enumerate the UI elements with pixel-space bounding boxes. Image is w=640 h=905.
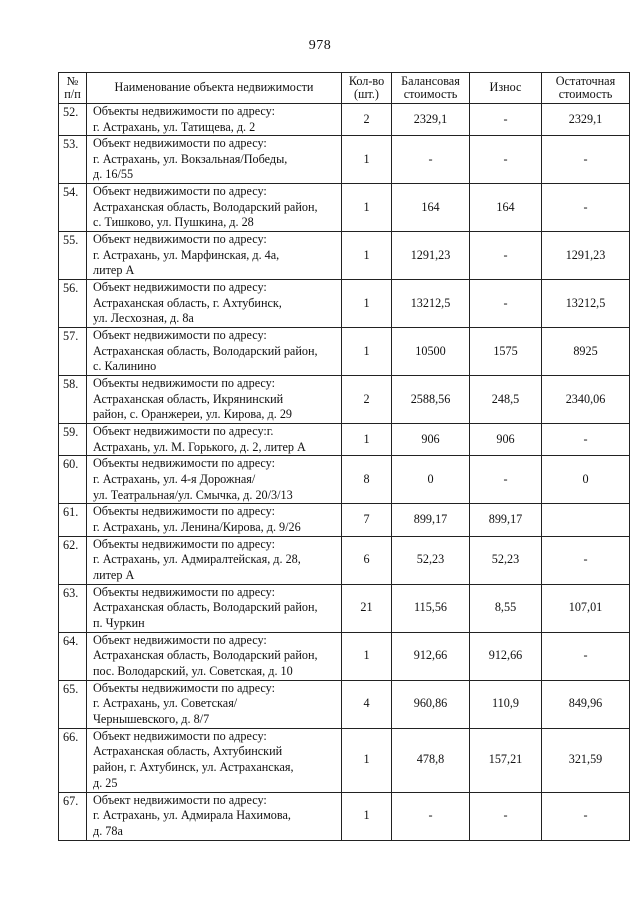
row-name-cell (87, 232, 342, 280)
row-name-line: ул. Лесхозная, д. 8а (93, 311, 194, 326)
row-name-line: Астраханская область, Володарский район, (93, 600, 318, 615)
row-name-cell (87, 376, 342, 424)
row-name-cell (87, 728, 342, 792)
row-number-cell: 55. (59, 232, 87, 280)
table-row (59, 376, 630, 424)
row-name-line: г. Астрахань, ул. Ленина/Кирова, д. 9/26 (93, 519, 301, 534)
row-wear-cell: 912,66 (470, 632, 542, 680)
row-residual-cell: 0 (542, 456, 630, 504)
row-name-cell (87, 456, 342, 504)
header-name (87, 73, 342, 104)
row-name-line: г. Астрахань, ул. Адмиралтейская, д. 28, (93, 552, 301, 567)
row-name-line: Объекты недвижимости по адресу: (93, 504, 275, 519)
row-wear-cell: 164 (470, 184, 542, 232)
row-wear-cell: 157,21 (470, 728, 542, 792)
row-balance-cell: 906 (392, 424, 470, 456)
row-number-cell: 56. (59, 280, 87, 328)
row-qty-cell: 2 (342, 104, 392, 136)
row-name-line: район, с. Оранжереи, ул. Кирова, д. 29 (93, 407, 293, 422)
row-name-line: Астрахань, ул. М. Горького, д. 2, литер А (93, 439, 306, 454)
header-wear-line: Износ (489, 80, 522, 95)
row-residual-cell: - (542, 136, 630, 184)
table-row (59, 792, 630, 840)
row-balance-cell: 1291,23 (392, 232, 470, 280)
row-qty-cell: 7 (342, 504, 392, 536)
property-table (58, 72, 630, 841)
row-number-cell: 60. (59, 456, 87, 504)
header-qty (342, 73, 392, 104)
row-balance-cell: 10500 (392, 328, 470, 376)
row-qty-cell: 1 (342, 792, 392, 840)
row-residual-cell: - (542, 424, 630, 456)
row-name-cell (87, 328, 342, 376)
row-residual-cell: 321,59 (542, 728, 630, 792)
row-qty-cell: 8 (342, 456, 392, 504)
row-name-line: литер А (93, 263, 135, 278)
row-residual-cell: 2329,1 (542, 104, 630, 136)
row-number-cell: 64. (59, 632, 87, 680)
header-residual-line: стоимость (558, 87, 613, 101)
row-name-line: г. Астрахань, ул. Адмирала Нахимова, (93, 808, 291, 823)
table-row (59, 456, 630, 504)
row-name-line: Астраханская область, Володарский район, (93, 343, 318, 358)
row-qty-cell: 1 (342, 424, 392, 456)
row-residual-cell: 2340,06 (542, 376, 630, 424)
table-row (59, 184, 630, 232)
header-num-line: п/п (64, 87, 81, 101)
row-qty-cell: 1 (342, 136, 392, 184)
table-row (59, 632, 630, 680)
header-residual-line: Остаточная (555, 73, 616, 88)
header-num (59, 73, 87, 104)
row-residual-cell: 1291,23 (542, 232, 630, 280)
row-name-line: Объект недвижимости по адресу: (93, 792, 267, 807)
row-name-cell (87, 280, 342, 328)
row-qty-cell: 1 (342, 184, 392, 232)
row-residual-cell: 13212,5 (542, 280, 630, 328)
row-name-line: Объект недвижимости по адресу: (93, 136, 267, 151)
row-name-line: Объект недвижимости по адресу: (93, 184, 267, 199)
row-qty-cell: 21 (342, 584, 392, 632)
row-name-line: район, г. Ахтубинск, ул. Астраханская, (93, 760, 294, 775)
row-qty-cell: 1 (342, 632, 392, 680)
row-name-line: г. Астрахань, ул. 4-я Дорожная/ (93, 472, 256, 487)
row-balance-cell: 52,23 (392, 536, 470, 584)
row-residual-cell: 8925 (542, 328, 630, 376)
row-name-line: Астраханская область, Володарский район, (93, 648, 318, 663)
row-wear-cell: - (470, 280, 542, 328)
row-balance-cell: 13212,5 (392, 280, 470, 328)
row-name-line: Объект недвижимости по адресу: (93, 232, 267, 247)
row-name-line: д. 25 (93, 775, 118, 790)
table-row (59, 328, 630, 376)
table-row (59, 584, 630, 632)
row-name-line: Объекты недвижимости по адресу: (93, 584, 275, 599)
row-name-line: Чернышевского, д. 8/7 (93, 711, 210, 726)
row-balance-cell: 0 (392, 456, 470, 504)
header-qty-line: (шт.) (354, 87, 379, 101)
row-qty-cell: 6 (342, 536, 392, 584)
row-residual-cell: - (542, 632, 630, 680)
row-name-line: Астраханская область, г. Ахтубинск, (93, 295, 282, 310)
header-balance-line: Балансовая (401, 73, 460, 88)
header-balance (392, 73, 470, 104)
row-wear-cell: 52,23 (470, 536, 542, 584)
row-qty-cell: 1 (342, 728, 392, 792)
row-name-line: Объекты недвижимости по адресу: (93, 456, 275, 471)
row-wear-cell: 248,5 (470, 376, 542, 424)
row-name-line: Объект недвижимости по адресу: (93, 328, 267, 343)
table-row (59, 424, 630, 456)
header-num-line: № (66, 73, 79, 88)
row-number-cell: 52. (59, 104, 87, 136)
row-balance-cell: 164 (392, 184, 470, 232)
row-wear-cell: - (470, 136, 542, 184)
row-name-line: Объект недвижимости по адресу: (93, 632, 267, 647)
row-residual-cell: - (542, 536, 630, 584)
row-balance-cell: 899,17 (392, 504, 470, 536)
row-wear-cell: - (470, 104, 542, 136)
row-name-cell (87, 584, 342, 632)
header-balance-line: стоимость (403, 87, 458, 101)
table-row (59, 536, 630, 584)
row-qty-cell: 4 (342, 680, 392, 728)
row-qty-cell: 2 (342, 376, 392, 424)
row-name-line: Астраханская область, Ахтубинский (93, 744, 283, 759)
row-name-line: Астраханская область, Икрянинский (93, 391, 284, 406)
row-name-line: Астраханская область, Володарский район, (93, 199, 318, 214)
row-name-line: литер А (93, 567, 135, 582)
row-name-cell (87, 136, 342, 184)
row-name-cell (87, 792, 342, 840)
row-name-line: г. Астрахань, ул. Татищева, д. 2 (93, 119, 256, 134)
row-residual-cell: - (542, 792, 630, 840)
row-residual-cell (542, 504, 630, 536)
row-number-cell: 57. (59, 328, 87, 376)
table-row (59, 136, 630, 184)
row-name-line: д. 16/55 (93, 167, 134, 182)
row-name-cell (87, 184, 342, 232)
row-balance-cell: 2329,1 (392, 104, 470, 136)
row-name-line: Объект недвижимости по адресу:г. (93, 424, 274, 439)
row-wear-cell: 899,17 (470, 504, 542, 536)
row-qty-cell: 1 (342, 232, 392, 280)
table-row (59, 504, 630, 536)
row-wear-cell: 8,55 (470, 584, 542, 632)
row-number-cell: 66. (59, 728, 87, 792)
row-balance-cell: 912,66 (392, 632, 470, 680)
row-number-cell: 53. (59, 136, 87, 184)
row-residual-cell: 849,96 (542, 680, 630, 728)
row-number-cell: 54. (59, 184, 87, 232)
row-balance-cell: 115,56 (392, 584, 470, 632)
table-row (59, 680, 630, 728)
row-name-line: Объекты недвижимости по адресу: (93, 104, 275, 118)
row-wear-cell: 906 (470, 424, 542, 456)
table-row (59, 728, 630, 792)
row-residual-cell: - (542, 184, 630, 232)
row-name-line: с. Калинино (93, 359, 157, 374)
row-balance-cell: 478,8 (392, 728, 470, 792)
table-row (59, 232, 630, 280)
table-row (59, 280, 630, 328)
row-name-line: пос. Володарский, ул. Советская, д. 10 (93, 663, 293, 678)
row-name-line: д. 78а (93, 823, 123, 838)
row-qty-cell: 1 (342, 280, 392, 328)
row-balance-cell: 2588,56 (392, 376, 470, 424)
row-number-cell: 59. (59, 424, 87, 456)
row-wear-cell: - (470, 792, 542, 840)
row-name-line: г. Астрахань, ул. Советская/ (93, 696, 238, 711)
row-name-line: ул. Театральная/ул. Смычка, д. 20/3/13 (93, 487, 293, 502)
page-number: 978 (308, 38, 332, 53)
row-name-line: Объект недвижимости по адресу: (93, 280, 267, 295)
table-body (59, 104, 630, 841)
table-header-row (59, 73, 630, 104)
row-name-cell (87, 424, 342, 456)
row-name-line: Объекты недвижимости по адресу: (93, 536, 275, 551)
row-name-line: Объекты недвижимости по адресу: (93, 680, 275, 695)
row-name-cell (87, 680, 342, 728)
row-number-cell: 67. (59, 792, 87, 840)
row-name-line: г. Астрахань, ул. Марфинская, д. 4а, (93, 247, 280, 262)
row-balance-cell: 960,86 (392, 680, 470, 728)
row-name-cell (87, 104, 342, 136)
row-wear-cell: 110,9 (470, 680, 542, 728)
row-wear-cell: - (470, 456, 542, 504)
row-number-cell: 61. (59, 504, 87, 536)
header-wear (470, 73, 542, 104)
header-name-line: Наименование объекта недвижимости (114, 80, 314, 95)
row-wear-cell: - (470, 232, 542, 280)
row-name-line: Объект недвижимости по адресу: (93, 728, 267, 743)
table-row (59, 104, 630, 136)
row-balance-cell: - (392, 136, 470, 184)
row-number-cell: 62. (59, 536, 87, 584)
row-name-cell (87, 632, 342, 680)
row-name-line: п. Чуркин (93, 615, 145, 630)
row-name-line: г. Астрахань, ул. Вокзальная/Победы, (93, 151, 288, 166)
row-number-cell: 58. (59, 376, 87, 424)
row-wear-cell: 1575 (470, 328, 542, 376)
row-name-line: Объекты недвижимости по адресу: (93, 376, 275, 391)
row-number-cell: 63. (59, 584, 87, 632)
header-qty-line: Кол-во (348, 73, 385, 88)
row-name-cell (87, 536, 342, 584)
row-balance-cell: - (392, 792, 470, 840)
row-name-line: с. Тишково, ул. Пушкина, д. 28 (93, 215, 254, 230)
row-name-cell (87, 504, 342, 536)
row-residual-cell: 107,01 (542, 584, 630, 632)
row-qty-cell: 1 (342, 328, 392, 376)
row-number-cell: 65. (59, 680, 87, 728)
header-residual (542, 73, 630, 104)
